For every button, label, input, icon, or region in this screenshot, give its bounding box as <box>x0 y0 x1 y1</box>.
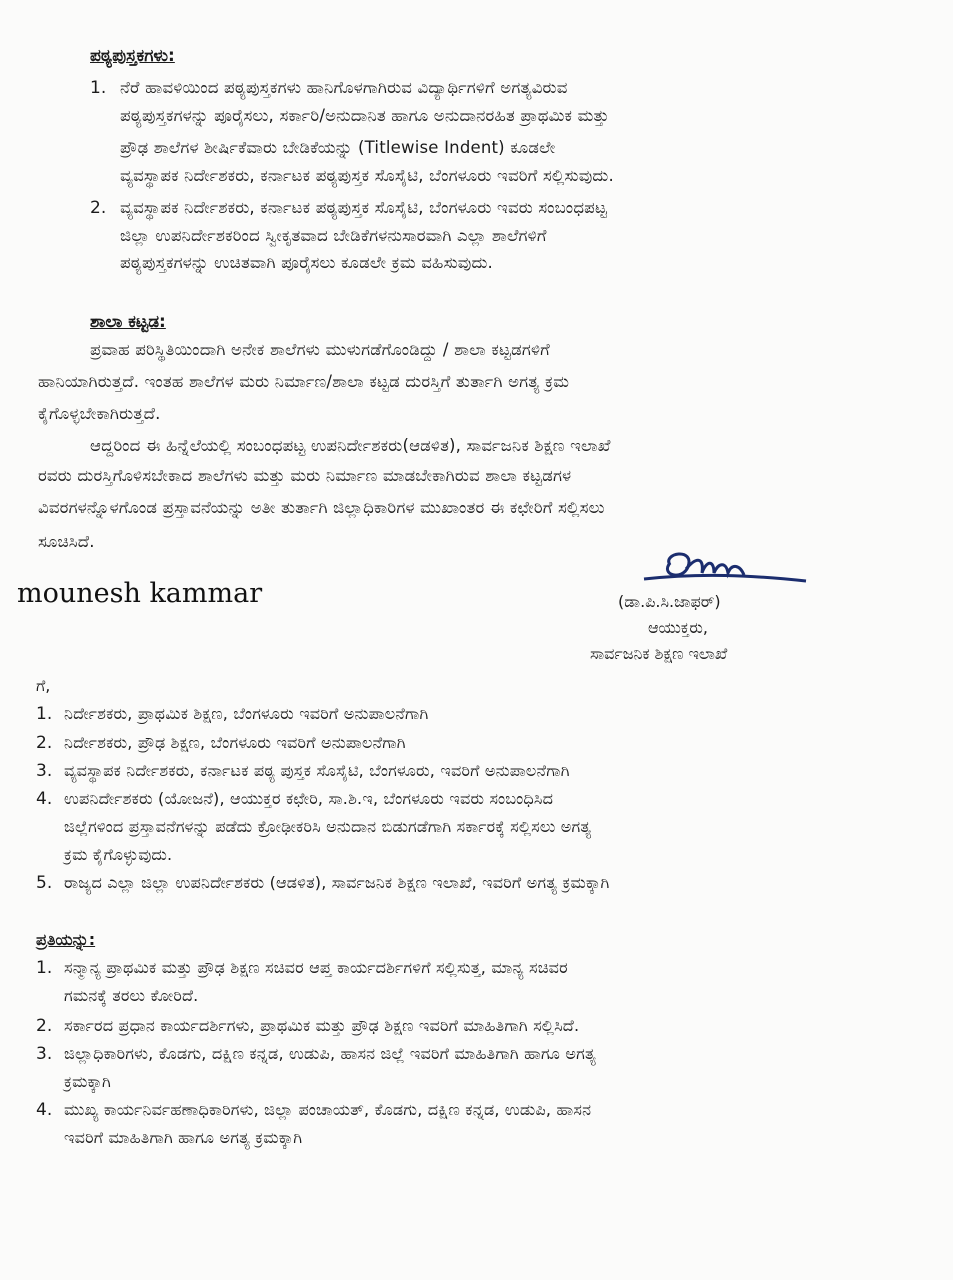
list-item-line: ರಾಜ್ಯದ ಎಲ್ಲಾ ಜಿಲ್ಲಾ ಉಪನಿರ್ದೇಶಕರು (ಆಡಳಿತ), ಸಾರ್ವಜನಿಕ ಶಿಕ್ಷಣ ಇಲಾಖೆ, ಇವರಿಗೆ ಅಗತ್ಯ ಕ್ರಮಕ್ಕಾಗಿ <box>64 873 610 892</box>
list-item-line: ನಿರ್ದೇಶಕರು, ಪ್ರೌಢ ಶಿಕ್ಷಣ, ಬೆಂಗಳೂರು ಇವರಿಗೆ ಅನುಪಾಲನೆಗಾಗಿ <box>64 733 406 752</box>
list-item-line: ಕ್ರಮಕ್ಕಾಗಿ <box>64 1072 112 1091</box>
list-item-line: ವ್ಯವಸ್ಥಾಪಕ ನಿರ್ದೇಶಕರು, ಕರ್ನಾಟಕ ಪಠ್ಯ ಪುಸ್ತಕ ಸೊಸೈಟಿ, ಬೆಂಗಳೂರು, ಇವರಿಗೆ ಅನುಪಾಲನೆಗಾಗಿ <box>64 761 570 780</box>
list-item-line: ಕ್ರಮ ಕೈಗೊಳ್ಳುವುದು. <box>64 845 173 864</box>
list-item-line: ವ್ಯವಸ್ಥಾಪಕ ನಿರ್ದೇಶಕರು, ಕರ್ನಾಟಕ ಪಠ್ಯಪುಸ್ತಕ ಸೊಸೈಟಿ, ಬೆಂಗಳೂರು ಇವರು ಸಂಬಂಧಪಟ್ಟ <box>120 198 608 217</box>
list-item-line: ಸರ್ಕಾರದ ಪ್ರಧಾನ ಕಾರ್ಯದರ್ಶಿಗಳು, ಪ್ರಾಥಮಿಕ ಮತ್ತು ಪ್ರೌಢ ಶಿಕ್ಷಣ ಇವರಿಗೆ ಮಾಹಿತಿಗಾಗಿ ಸಲ್ಲಿಸಿದೆ. <box>64 1016 580 1035</box>
list-number: 1. <box>90 78 107 98</box>
signatory-name: (ಡಾ.ಪಿ.ಸಿ.ಜಾಫರ್) <box>618 592 721 611</box>
section-textbooks-heading: ಪಠ್ಯಪುಸ್ತಕಗಳು: <box>90 46 175 66</box>
list-number: 5. <box>36 873 53 893</box>
paragraph-line: ರವರು ದುರಸ್ತಿಗೊಳಿಸಬೇಕಾದ ಶಾಲೆಗಳು ಮತ್ತು ಮರು ನಿರ್ಮಾಣ ಮಾಡಬೇಕಾಗಿರುವ ಶಾಲಾ ಕಟ್ಟಡಗಳ <box>38 466 572 485</box>
list-number: 3. <box>36 761 53 781</box>
list-item-line: ವ್ಯವಸ್ಥಾಪಕ ನಿರ್ದೇಶಕರು, ಕರ್ನಾಟಕ ಪಠ್ಯಪುಸ್ತಕ ಸೊಸೈಟಿ, ಬೆಂಗಳೂರು ಇವರಿಗೆ ಸಲ್ಲಿಸುವುದು. <box>120 166 614 185</box>
list-item-line: ಜಿಲ್ಲೆಗಳಿಂದ ಪ್ರಸ್ತಾವನೆಗಳನ್ನು ಪಡೆದು ಕ್ರೋಢೀಕರಿಸಿ ಅನುದಾನ ಬಿಡುಗಡೆಗಾಗಿ ಸರ್ಕಾರಕ್ಕೆ ಸಲ್ಲಿಸಲು ಅಗತ್ಯ <box>64 817 592 836</box>
list-item-line: ನೆರೆ ಹಾವಳಿಯಿಂದ ಪಠ್ಯಪುಸ್ತಕಗಳು ಹಾನಿಗೊಳಗಾಗಿರುವ ವಿದ್ಯಾರ್ಥಿಗಳಿಗೆ ಅಗತ್ಯವಿರುವ <box>120 78 568 97</box>
list-number: 1. <box>36 704 53 724</box>
list-item-line: ಜಿಲ್ಲಾ ಉಪನಿರ್ದೇಶಕರಿಂದ ಸ್ವೀಕೃತವಾದ ಬೇಡಿಕೆಗಳನುಸಾರವಾಗಿ ಎಲ್ಲಾ ಶಾಲೆಗಳಿಗೆ <box>120 226 547 245</box>
paragraph-line: ವಿವರಗಳನ್ನೊಳಗೊಂಡ ಪ್ರಸ್ತಾವನೆಯನ್ನು ಅತೀ ತುರ್ತಾಗಿ ಜಿಲ್ಲಾಧಿಕಾರಿಗಳ ಮುಖಾಂತರ ಈ ಕಛೇರಿಗೆ ಸಲ್ಲಿಸಲು <box>38 498 605 517</box>
signature-image <box>640 545 810 595</box>
list-number: 1. <box>36 958 53 978</box>
list-item-line: ಪ್ರೌಢ ಶಾಲೆಗಳ ಶೀರ್ಷಿಕೆವಾರು ಬೇಡಿಕೆಯನ್ನು (Titlewise Indent) ಕೂಡಲೇ <box>120 138 556 157</box>
paragraph-line: ಕೈಗೊಳ್ಳಬೇಕಾಗಿರುತ್ತದೆ. <box>38 404 161 423</box>
list-item-line: ಪಠ್ಯಪುಸ್ತಕಗಳನ್ನು ಉಚಿತವಾಗಿ ಪೂರೈಸಲು ಕೂಡಲೇ ಕ್ರಮ ವಹಿಸುವುದು. <box>120 253 494 272</box>
paragraph-line: ಪ್ರವಾಹ ಪರಿಸ್ಥಿತಿಯಿಂದಾಗಿ ಅನೇಕ ಶಾಲೆಗಳು ಮುಳುಗಡೆಗೊಂಡಿದ್ದು / ಶಾಲಾ ಕಟ್ಟಡಗಳಿಗೆ <box>90 340 550 359</box>
paragraph-line: ಆದ್ದರಿಂದ ಈ ಹಿನ್ನೆಲೆಯಲ್ಲಿ ಸಂಬಂಧಪಟ್ಟ ಉಪನಿರ್ದೇಶಕರು(ಆಡಳಿತ), ಸಾರ್ವಜನಿಕ ಶಿಕ್ಷಣ ಇಲಾಖೆ <box>90 436 611 455</box>
list-item-line: ಇವರಿಗೆ ಮಾಹಿತಿಗಾಗಿ ಹಾಗೂ ಅಗತ್ಯ ಕ್ರಮಕ್ಕಾಗಿ <box>64 1128 303 1147</box>
list-item-line: ನಿರ್ದೇಶಕರು, ಪ್ರಾಥಮಿಕ ಶಿಕ್ಷಣ, ಬೆಂಗಳೂರು ಇವರಿಗೆ ಅನುಪಾಲನೆಗಾಗಿ <box>64 704 429 723</box>
to-label: ಗೆ, <box>36 676 51 695</box>
list-number: 3. <box>36 1044 53 1064</box>
list-number: 4. <box>36 789 53 809</box>
list-item-line: ಉಪನಿರ್ದೇಶಕರು (ಯೋಜನೆ), ಆಯುಕ್ತರ ಕಛೇರಿ, ಸಾ.ಶಿ.ಇ, ಬೆಂಗಳೂರು ಇವರು ಸಂಬಂಧಿಸಿದ <box>64 789 554 808</box>
paragraph-line: ಹಾನಿಯಾಗಿರುತ್ತದೆ. ಇಂತಹ ಶಾಲೆಗಳ ಮರು ನಿರ್ಮಾಣ/ಶಾಲಾ ಕಟ್ಟಡ ದುರಸ್ತಿಗೆ ತುರ್ತಾಗಿ ಅಗತ್ಯ ಕ್ರಮ <box>38 372 570 391</box>
list-number: 4. <box>36 1100 53 1120</box>
copy-to-label: ಪ್ರತಿಯನ್ನು: <box>36 930 96 949</box>
paragraph-line: ಸೂಚಿಸಿದೆ. <box>38 532 95 551</box>
list-item-line: ಪಠ್ಯಪುಸ್ತಕಗಳನ್ನು ಪೂರೈಸಲು, ಸರ್ಕಾರಿ/ಅನುದಾನಿತ ಹಾಗೂ ಅನುದಾನರಹಿತ ಪ್ರಾಥಮಿಕ ಮತ್ತು <box>120 106 610 125</box>
list-number: 2. <box>90 198 107 218</box>
list-item-line: ಜಿಲ್ಲಾಧಿಕಾರಿಗಳು, ಕೊಡಗು, ದಕ್ಷಿಣ ಕನ್ನಡ, ಉಡುಪಿ, ಹಾಸನ ಜಿಲ್ಲೆ ಇವರಿಗೆ ಮಾಹಿತಿಗಾಗಿ ಹಾಗೂ ಅಗತ್ಯ <box>64 1044 596 1063</box>
section-school-building-heading: ಶಾಲಾ ಕಟ್ಟಡ: <box>90 312 166 332</box>
signatory-title: ಆಯುಕ್ತರು, <box>648 618 708 637</box>
signatory-department: ಸಾರ್ವಜನಿಕ ಶಿಕ್ಷಣ ಇಲಾಖೆ <box>590 644 728 663</box>
watermark-text: mounesh kammar <box>17 578 263 609</box>
list-item-line: ಸನ್ಮಾನ್ಯ ಪ್ರಾಥಮಿಕ ಮತ್ತು ಪ್ರೌಢ ಶಿಕ್ಷಣ ಸಚಿವರ ಆಪ್ತ ಕಾರ್ಯದರ್ಶಿಗಳಿಗೆ ಸಲ್ಲಿಸುತ್ತ, ಮಾನ್ಯ ಸಚಿವರ <box>64 958 568 977</box>
list-item-line: ಗಮನಕ್ಕೆ ತರಲು ಕೋರಿದೆ. <box>64 986 199 1005</box>
list-item-line: ಮುಖ್ಯ ಕಾರ್ಯನಿರ್ವಹಣಾಧಿಕಾರಿಗಳು, ಜಿಲ್ಲಾ ಪಂಚಾಯತ್, ಕೊಡಗು, ದಕ್ಷಿಣ ಕನ್ನಡ, ಉಡುಪಿ, ಹಾಸನ <box>64 1100 592 1119</box>
list-number: 2. <box>36 733 53 753</box>
list-number: 2. <box>36 1016 53 1036</box>
